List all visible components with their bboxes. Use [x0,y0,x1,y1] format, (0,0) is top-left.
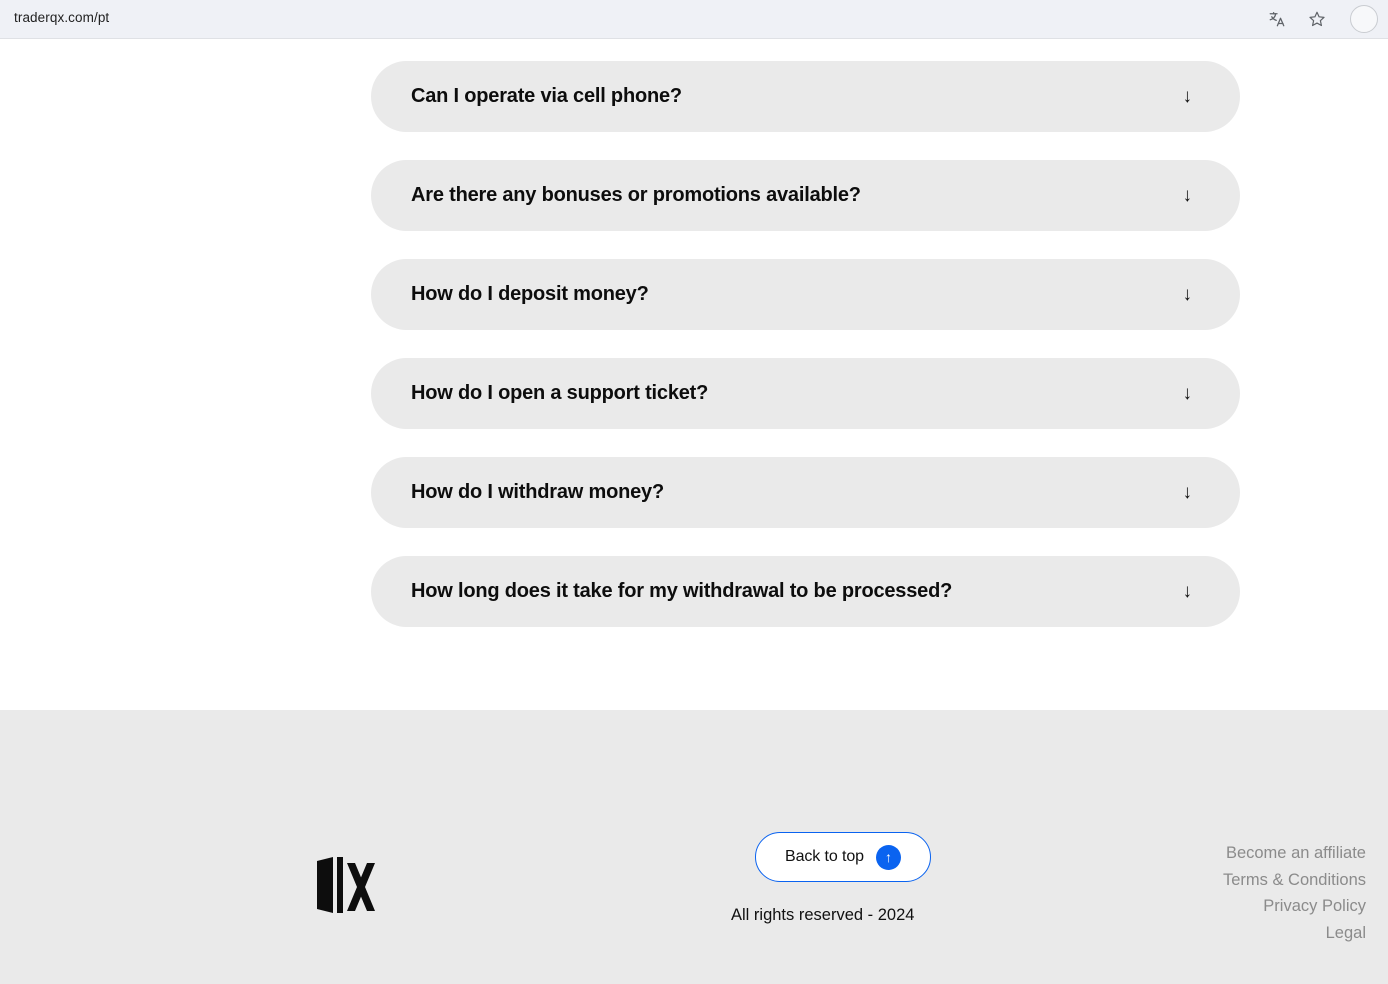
faq-question: How do I withdraw money? [411,481,664,503]
faq-question: Can I operate via cell phone? [411,85,682,107]
translate-icon[interactable] [1266,8,1288,30]
footer-links [1223,840,1366,946]
back-to-top-label: Back to top [785,848,864,865]
faq-question: Are there any bonuses or promotions available? [411,184,861,206]
chevron-down-icon[interactable]: ↓ [1182,284,1192,305]
chevron-down-icon[interactable]: ↓ [1182,383,1192,404]
faq-question: How do I deposit money? [411,283,649,305]
faq-question: How long does it take for my withdrawal to be processed? [411,580,953,602]
faq-item[interactable] [371,457,1240,528]
faq-item[interactable] [371,259,1240,330]
faq-item[interactable] [371,556,1240,627]
chevron-down-icon[interactable]: ↓ [1182,581,1192,602]
qx-logo [313,855,379,919]
footer-link-privacy[interactable]: Privacy Policy [1263,897,1366,915]
footer-link-terms[interactable]: Terms & Conditions [1222,870,1366,889]
faq-item[interactable] [371,61,1240,132]
bookmark-star-icon[interactable] [1306,8,1328,30]
site-footer [0,710,1388,984]
faq-question: How do I open a support ticket? [411,382,709,404]
chevron-down-icon[interactable]: ↓ [1182,185,1192,206]
browser-toolbar-icons [1266,0,1388,38]
back-to-top-button[interactable] [755,832,931,882]
profile-avatar[interactable] [1350,5,1378,33]
chevron-down-icon[interactable]: ↓ [1182,86,1192,107]
browser-toolbar [0,0,1388,39]
footer-link-affiliate[interactable]: Become an affiliate [1225,844,1366,862]
faq-list [371,61,1240,655]
copyright-text: All rights reserved - 2024 [731,906,915,924]
faq-item[interactable] [371,160,1240,231]
footer-link-legal[interactable]: Legal [1325,923,1366,942]
arrow-up-icon: ↑ [876,845,901,870]
address-bar-url[interactable]: traderqx.com/pt [14,10,110,25]
faq-item[interactable] [371,358,1240,429]
chevron-down-icon[interactable]: ↓ [1182,482,1192,503]
page-content [0,39,1388,984]
